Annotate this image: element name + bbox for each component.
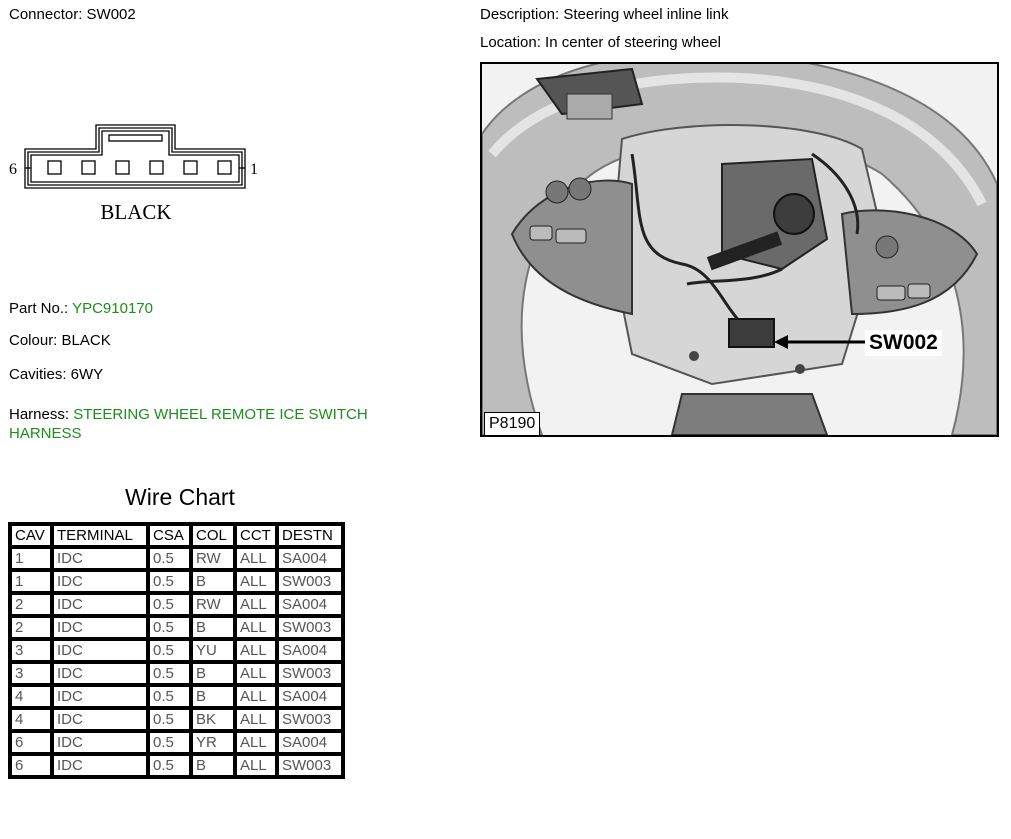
photo-id-label: P8190: [484, 412, 540, 435]
description-label: Description: Steering wheel inline link: [480, 6, 729, 23]
table-row: [10, 708, 343, 731]
cell-col: B: [191, 662, 235, 685]
cell-cct: ALL: [235, 570, 277, 593]
harness-value-continued[interactable]: HARNESS: [9, 425, 82, 442]
cell-col: B: [191, 570, 235, 593]
col-header-terminal: TERMINAL: [52, 524, 148, 547]
cell-csa: 0.5: [148, 731, 191, 754]
cell-destn: SW003: [277, 570, 343, 593]
wire-chart-title: Wire Chart: [125, 484, 235, 510]
cell-destn: SW003: [277, 662, 343, 685]
cell-terminal: IDC: [52, 685, 148, 708]
cell-destn: SW003: [277, 616, 343, 639]
cell-col: YU: [191, 639, 235, 662]
cell-destn: SA004: [277, 593, 343, 616]
table-row: [10, 616, 343, 639]
connector-cavity: [150, 161, 163, 174]
cell-col: RW: [191, 547, 235, 570]
cell-csa: 0.5: [148, 616, 191, 639]
harness-value[interactable]: STEERING WHEEL REMOTE ICE SWITCH: [73, 406, 368, 423]
cell-cct: ALL: [235, 662, 277, 685]
cell-destn: SA004: [277, 685, 343, 708]
cell-cct: ALL: [235, 685, 277, 708]
cell-terminal: IDC: [52, 570, 148, 593]
table-header-row: [10, 524, 343, 547]
table-row: [10, 639, 343, 662]
table-row: [10, 685, 343, 708]
cell-terminal: IDC: [52, 662, 148, 685]
cell-cav: 3: [10, 662, 52, 685]
callout-label: SW002: [865, 330, 942, 356]
cell-destn: SA004: [277, 639, 343, 662]
cell-cct: ALL: [235, 593, 277, 616]
cell-csa: 0.5: [148, 547, 191, 570]
cell-cav: 1: [10, 547, 52, 570]
col-header-cct: CCT: [235, 524, 277, 547]
pin-label-right: 1: [250, 161, 258, 178]
cell-csa: 0.5: [148, 639, 191, 662]
wire-chart-table: [8, 522, 345, 779]
cell-cav: 6: [10, 731, 52, 754]
connector-label: Connector: SW002: [9, 6, 136, 23]
cavities-label: Cavities: 6WY: [9, 366, 104, 383]
cell-destn: SA004: [277, 731, 343, 754]
cell-csa: 0.5: [148, 754, 191, 777]
cell-cct: ALL: [235, 639, 277, 662]
cell-destn: SA004: [277, 547, 343, 570]
connector-cavity: [116, 161, 129, 174]
cell-destn: SW003: [277, 754, 343, 777]
connector-cavity: [184, 161, 197, 174]
steering-wheel-photo: [480, 62, 999, 437]
table-row: [10, 547, 343, 570]
cell-terminal: IDC: [52, 731, 148, 754]
cell-col: RW: [191, 593, 235, 616]
table-row: [10, 662, 343, 685]
connector-cavity: [48, 161, 61, 174]
cell-cct: ALL: [235, 708, 277, 731]
cell-destn: SW003: [277, 708, 343, 731]
cell-col: B: [191, 754, 235, 777]
table-row: [10, 570, 343, 593]
cell-terminal: IDC: [52, 708, 148, 731]
cell-col: B: [191, 616, 235, 639]
cell-col: B: [191, 685, 235, 708]
harness-line: [9, 406, 368, 424]
connector-cavity: [218, 161, 231, 174]
col-header-cav: CAV: [10, 524, 52, 547]
connector-diagram: [8, 118, 268, 230]
part-no-label: Part No.:: [9, 300, 73, 317]
cell-cct: ALL: [235, 547, 277, 570]
cell-col: YR: [191, 731, 235, 754]
cell-cav: 6: [10, 754, 52, 777]
cell-terminal: IDC: [52, 593, 148, 616]
cell-cct: ALL: [235, 616, 277, 639]
col-header-destn: DESTN: [277, 524, 343, 547]
cell-cav: 2: [10, 616, 52, 639]
cell-csa: 0.5: [148, 708, 191, 731]
cell-cav: 1: [10, 570, 52, 593]
table-row: [10, 754, 343, 777]
connector-colour-text: BLACK: [100, 200, 172, 224]
cell-csa: 0.5: [148, 662, 191, 685]
cell-cav: 2: [10, 593, 52, 616]
connector-cavity: [82, 161, 95, 174]
harness-label: Harness:: [9, 406, 74, 423]
part-no-value[interactable]: YPC910170: [72, 300, 153, 317]
table-row: [10, 731, 343, 754]
cell-col: BK: [191, 708, 235, 731]
cell-cct: ALL: [235, 731, 277, 754]
cell-csa: 0.5: [148, 570, 191, 593]
colour-label: Colour: BLACK: [9, 332, 111, 349]
cell-terminal: IDC: [52, 639, 148, 662]
pin-label-left: 6: [9, 161, 17, 178]
cell-csa: 0.5: [148, 685, 191, 708]
col-header-col: COL: [191, 524, 235, 547]
cell-cav: 4: [10, 708, 52, 731]
cell-csa: 0.5: [148, 593, 191, 616]
table-row: [10, 593, 343, 616]
cell-terminal: IDC: [52, 616, 148, 639]
location-label: Location: In center of steering wheel: [480, 34, 721, 51]
part-no-line: [9, 300, 153, 318]
cell-terminal: IDC: [52, 754, 148, 777]
cell-cav: 4: [10, 685, 52, 708]
cell-cct: ALL: [235, 754, 277, 777]
cell-cav: 3: [10, 639, 52, 662]
col-header-csa: CSA: [148, 524, 191, 547]
cell-terminal: IDC: [52, 547, 148, 570]
